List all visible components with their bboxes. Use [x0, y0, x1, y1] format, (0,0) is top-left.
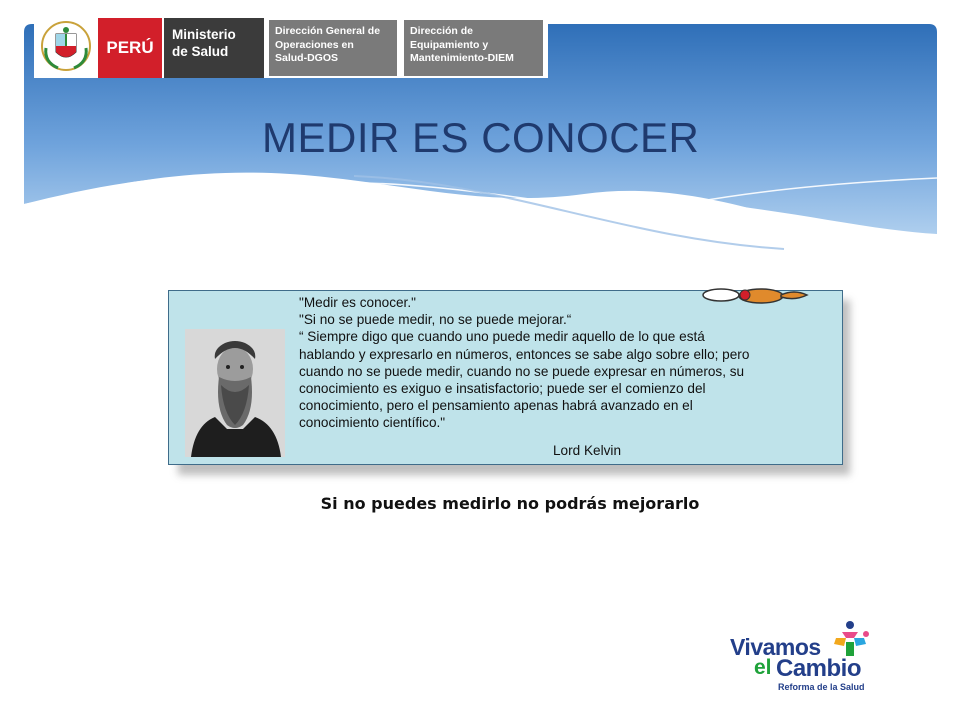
- quote-line: "Si no se puede medir, no se puede mejorar.“: [299, 312, 572, 328]
- coat-of-arms-icon: [34, 18, 98, 78]
- quote-line: cuando no se puede medir, cuando no se puede expresar en números, su: [299, 363, 745, 379]
- ministry-line-1: Ministerio: [172, 27, 236, 42]
- dgos-line-3: Salud-DGOS: [275, 52, 339, 64]
- quote-text: [299, 294, 839, 432]
- dgos-line-1: Dirección General de: [275, 25, 381, 37]
- quote-line: conocimiento es exiguo e insatisfactorio; puede ser el comienzo del: [299, 381, 706, 397]
- health-cross-people-icon: [828, 620, 872, 660]
- brand-vivamos: Vivamos: [730, 634, 821, 660]
- diem-line-2: Equipamiento y: [410, 38, 489, 51]
- brand-el: el: [754, 656, 772, 679]
- diem-line-1: Dirección de: [410, 25, 474, 37]
- quote-line: hablando y expresarlo en números, entonces se sabe algo sobre ello; pero: [299, 346, 750, 362]
- lord-kelvin-portrait-icon: [185, 329, 285, 457]
- quote-line: conocimiento científico.": [299, 415, 446, 431]
- vivamos-el-cambio-logo: [728, 620, 878, 692]
- direction-dgos-label: [267, 18, 399, 78]
- ministry-logo-strip: [34, 18, 548, 78]
- quote-box: [168, 290, 843, 465]
- brand-cambio: Cambio: [776, 655, 862, 682]
- quote-author: Lord Kelvin: [553, 443, 622, 458]
- quote-line: conocimiento, pero el pensamiento apenas habrá avanzado en el: [299, 398, 693, 414]
- brand-subtitle: Reforma de la Salud: [778, 682, 865, 692]
- ministry-line-2: de Salud: [172, 44, 229, 59]
- peru-label: PERÚ: [98, 18, 162, 78]
- ministry-label: [164, 18, 264, 78]
- dgos-line-2: Operaciones en: [275, 38, 354, 51]
- quote-line: "Medir es conocer.": [299, 295, 416, 310]
- slide-caption: Si no puedes medirlo no podrás mejorarlo: [320, 494, 700, 513]
- slide-title: MEDIR ES CONOCER: [262, 114, 700, 161]
- quote-line: “ Siempre digo que cuando uno puede medir aquello de lo que está: [299, 329, 705, 345]
- direction-diem-label: [402, 18, 545, 78]
- diem-line-3: Mantenimiento-DIEM: [410, 52, 514, 64]
